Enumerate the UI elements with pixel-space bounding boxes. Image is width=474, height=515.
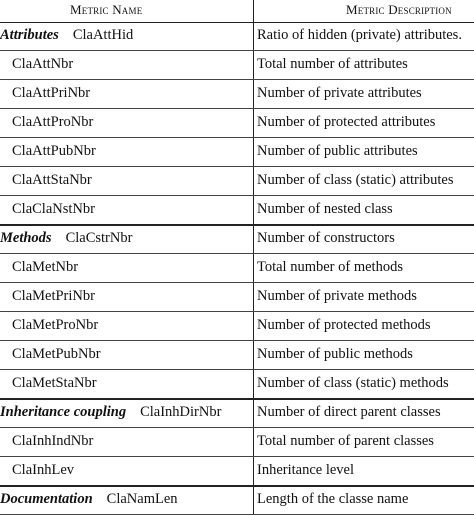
metric-description: Total number of parent classes [257,433,434,449]
metric-name-cell [12,346,101,363]
metric-name: ClaAttProNbr [12,114,94,130]
metric-name: ClaInhIndNbr [12,433,94,449]
metric-description: Number of public attributes [257,143,418,159]
metric-name-cell [12,462,74,479]
table-row [0,370,474,399]
metric-name-cell [0,491,178,508]
metric-group-label: Inheritance coupling [0,404,127,420]
metric-description: Number of direct parent classes [257,404,441,420]
table-row [0,51,474,80]
metric-name: ClaMetNbr [12,259,79,275]
metric-name-cell [0,230,132,247]
metric-name: ClaMetPriNbr [12,288,95,304]
table-row [0,22,474,51]
table-row [0,254,474,283]
table-row [0,312,474,341]
metric-name-cell [12,56,73,73]
metric-name: ClaMetPubNbr [12,346,101,362]
metric-name: ClaAttPubNbr [12,143,96,159]
metric-description: Number of constructors [257,230,395,246]
table-header [0,0,474,23]
metric-description: Total number of methods [257,259,403,275]
metric-name-cell [12,143,96,160]
metric-description: Inheritance level [257,462,355,478]
metric-group-label: Attributes [0,27,59,43]
metric-name: ClaNamLen [106,491,178,507]
metric-description-header: Metric Description [346,2,452,17]
table-row [0,109,474,138]
metric-name-cell [0,27,133,44]
table-row [0,225,474,254]
metric-name: ClaInhLev [12,462,75,478]
group-separator [0,485,474,487]
metric-name-cell [12,288,95,305]
metric-name-cell [12,317,98,334]
group-separator [0,224,474,226]
metric-group-label: Documentation [0,491,93,507]
metric-description: Number of nested class [257,201,393,217]
table-row [0,138,474,167]
table-row [0,283,474,312]
table-row [0,167,474,196]
metric-description: Total number of attributes [257,56,408,72]
metric-name: ClaMetStaNbr [12,375,97,391]
metric-group-label: Methods [0,230,52,246]
metric-name-cell [12,259,78,276]
table-row [0,399,474,428]
metric-name: ClaAttStaNbr [12,172,92,188]
table-row [0,196,474,225]
metric-name-cell [12,201,95,218]
metric-name-cell [12,85,90,102]
metric-name-cell [12,375,97,392]
metric-description: Number of private attributes [257,85,422,101]
metric-name: ClaCstrNbr [65,230,133,246]
metric-name-cell [12,433,93,450]
metric-description: Number of protected methods [257,317,431,333]
metric-description: Number of private methods [257,288,417,304]
table-row [0,457,474,486]
table-row [0,80,474,109]
metric-name: ClaAttHid [72,27,134,43]
metric-description: Number of class (static) methods [257,375,449,391]
metric-name-cell [0,404,221,421]
group-separator [0,398,474,400]
table-row [0,341,474,370]
metric-description: Number of public methods [257,346,413,362]
metric-name: ClaAttNbr [12,56,74,72]
metric-description: Ratio of hidden (private) attributes. [257,27,462,43]
table-row [0,486,474,515]
metric-name-cell [12,172,92,189]
metric-name: ClaAttPriNbr [12,85,91,101]
metric-name-cell [12,114,93,131]
metric-description: Number of protected attributes [257,114,436,130]
metric-description: Length of the classe name [257,491,409,507]
table-row [0,428,474,457]
metric-name: ClaMetProNbr [12,317,99,333]
metric-name: ClaInhDirNbr [140,404,222,420]
metric-description: Number of class (static) attributes [257,172,454,188]
metric-name: ClaClaNstNbr [12,201,95,217]
metric-name-header: Metric Name [70,2,143,17]
